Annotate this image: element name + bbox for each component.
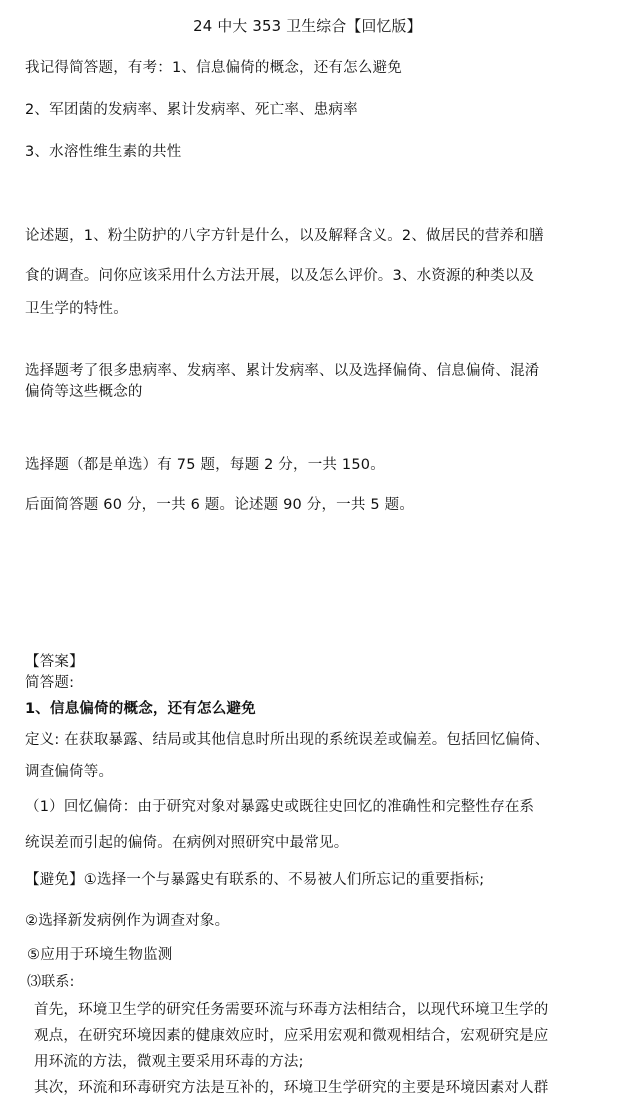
fragment-connection-heading: ⑶联系: bbox=[27, 974, 75, 990]
paragraph-1-line-3: 用环流的方法，微观主要采用环毒的方法; bbox=[34, 1054, 304, 1070]
paragraph-1-line-2: 观点，在研究环境因素的健康效应时，应采用宏观和微观相结合，宏观研究是应 bbox=[34, 1028, 549, 1044]
avoid-line-1: 【避免】①选择一个与暴露史有联系的、不易被人们所忘记的重要指标; bbox=[25, 872, 485, 888]
answer-section-label: 简答题: bbox=[25, 675, 75, 691]
essay-recall-line-1: 论述题，1、粉尘防护的八字方针是什么，以及解释含义。2、做居民的营养和膳 bbox=[25, 228, 544, 244]
recall-bias-line-1: （1）回忆偏倚：由于研究对象对暴露史或既往史回忆的准确性和完整性存在系 bbox=[25, 799, 535, 815]
score-info-2: 后面简答题 60 分，一共 6 题。论述题 90 分，一共 5 题。 bbox=[25, 497, 415, 513]
multiple-choice-recall-line-2: 偏倚等这些概念的 bbox=[25, 384, 143, 400]
essay-recall-line-2: 食的调查。问你应该采用什么方法开展，以及怎么评价。3、水资源的种类以及 bbox=[25, 268, 535, 284]
avoid-line-2: ②选择新发病例作为调查对象。 bbox=[25, 913, 230, 929]
fragment-biomonitoring: ⑤应用于环境生物监测 bbox=[27, 947, 173, 963]
question-1-title: 1、信息偏倚的概念，还有怎么避免 bbox=[25, 701, 256, 717]
answer-header: 【答案】 bbox=[25, 654, 84, 670]
multiple-choice-recall-line-1: 选择题考了很多患病率、发病率、累计发病率、以及选择偏倚、信息偏倚、混淆 bbox=[25, 363, 540, 379]
short-answer-recall-2: 2、军团菌的发病率、累计发病率、死亡率、患病率 bbox=[25, 102, 358, 118]
definition-line-2: 调查偏倚等。 bbox=[25, 764, 114, 780]
score-info-1: 选择题（都是单选）有 75 题，每题 2 分，一共 150。 bbox=[25, 457, 385, 473]
recall-bias-line-2: 统误差而引起的偏倚。在病例对照研究中最常见。 bbox=[25, 835, 349, 851]
definition-line-1: 定义: 在获取暴露、结局或其他信息时所出现的系统误差或偏差。包括回忆偏倚、 bbox=[25, 732, 550, 748]
paragraph-1-line-1: 首先，环境卫生学的研究任务需要环流与环毒方法相结合，以现代环境卫生学的 bbox=[34, 1002, 549, 1018]
short-answer-recall-1: 我记得简答题，有考：1、信息偏倚的概念，还有怎么避免 bbox=[25, 60, 402, 76]
short-answer-recall-3: 3、水溶性维生素的共性 bbox=[25, 144, 182, 160]
essay-recall-line-3: 卫生学的特性。 bbox=[25, 301, 128, 317]
page-title: 24 中大 353 卫生综合【回忆版】 bbox=[193, 17, 422, 35]
paragraph-2-line-1: 其次，环流和环毒研究方法是互补的，环境卫生学研究的主要是环境因素对人群 bbox=[34, 1080, 549, 1096]
